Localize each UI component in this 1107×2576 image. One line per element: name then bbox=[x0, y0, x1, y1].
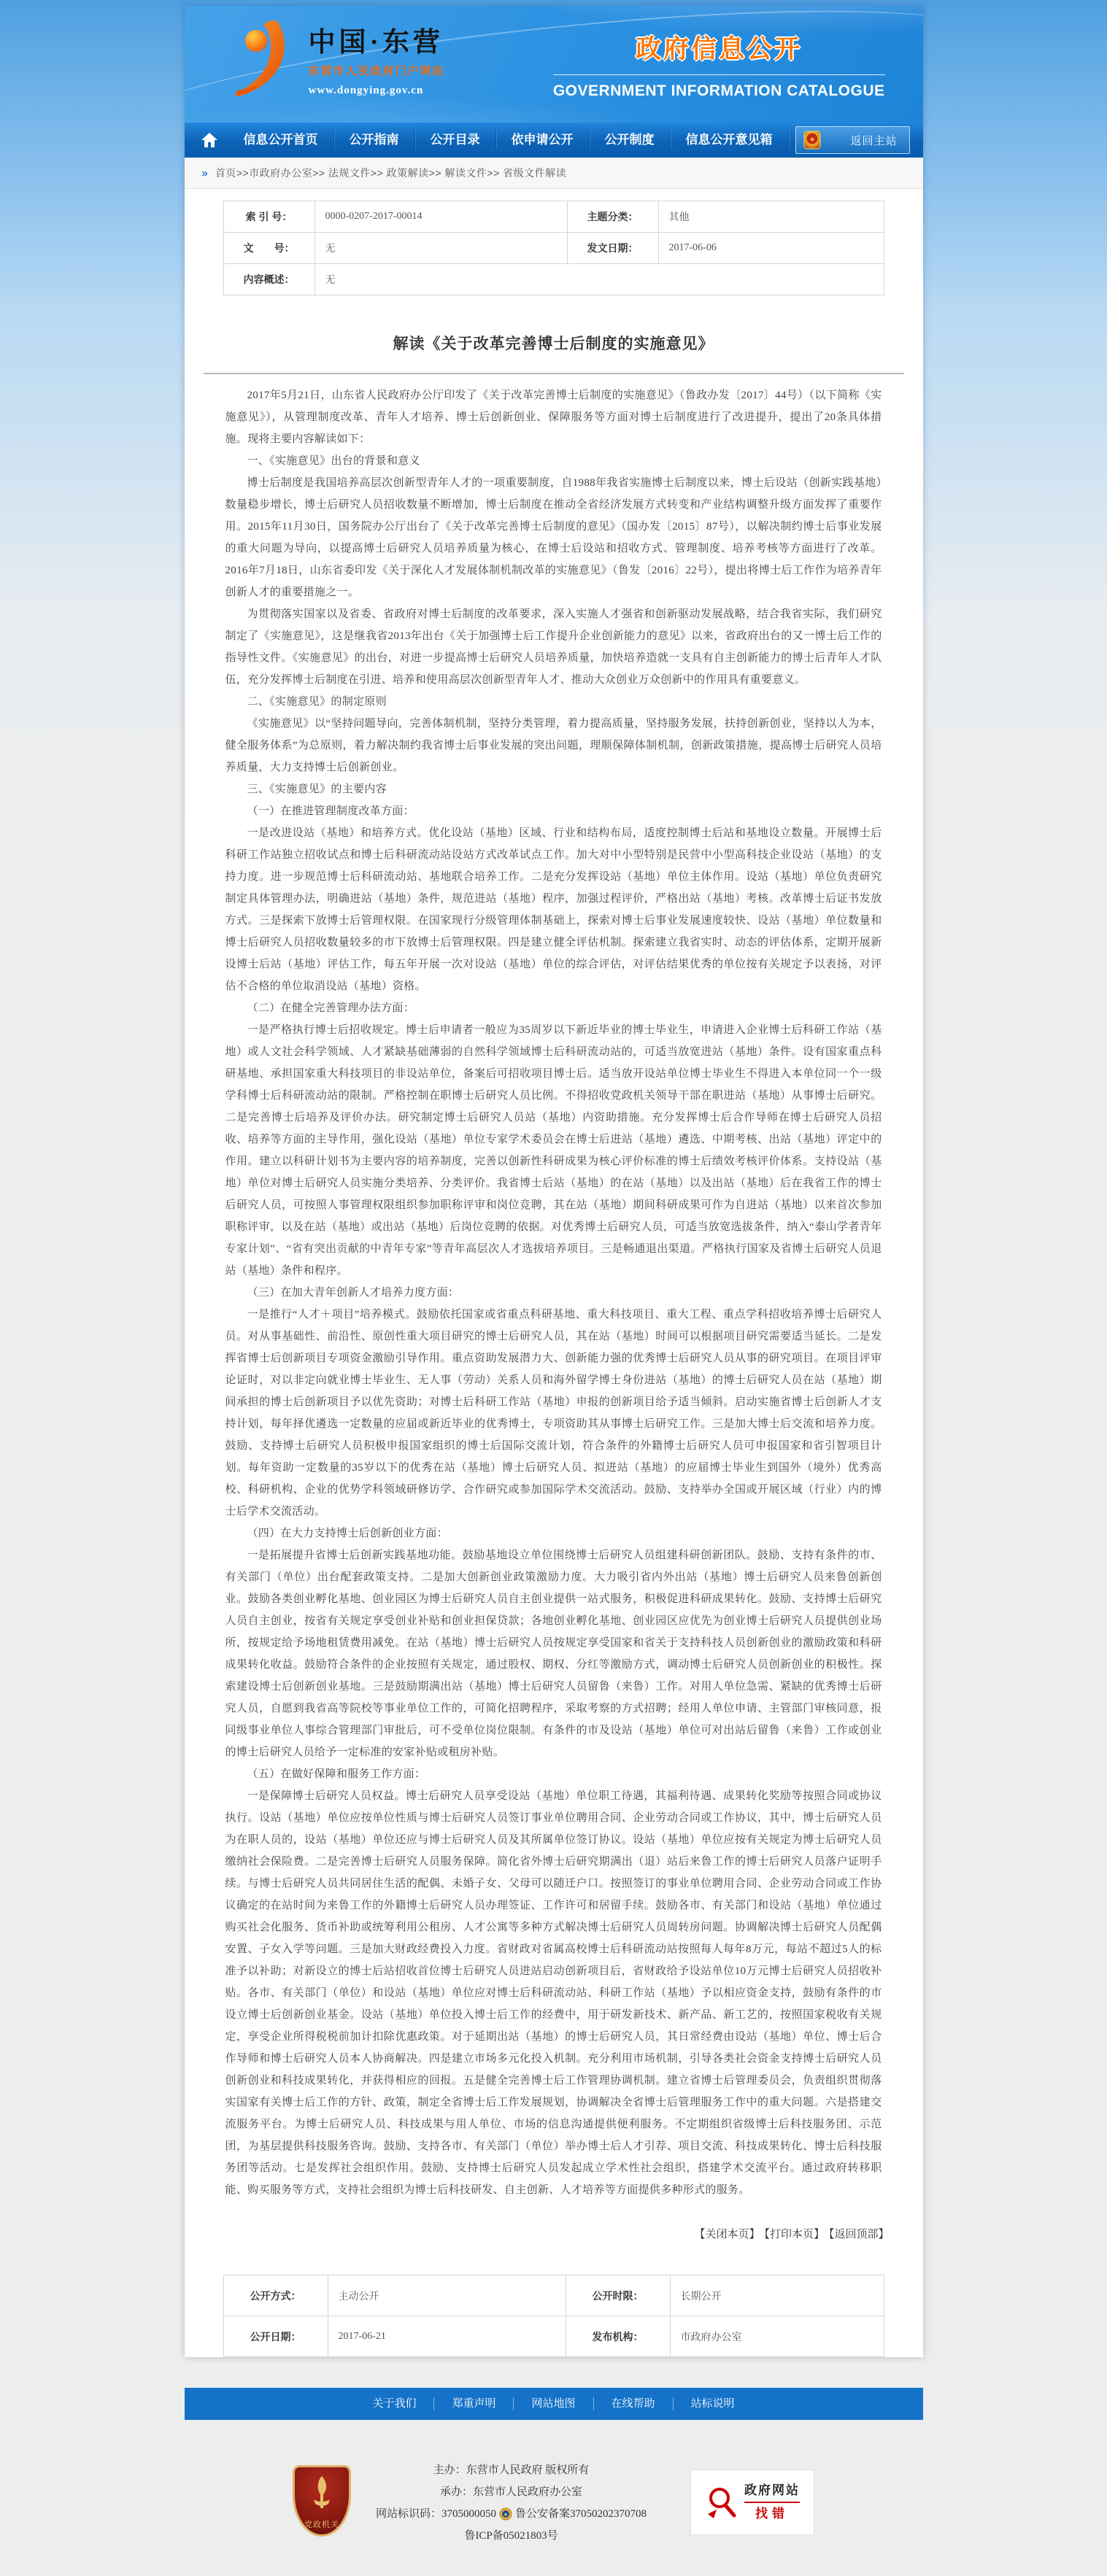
back-button-label: 返回主站 bbox=[850, 134, 898, 147]
breadcrumb-arrow-icon: » bbox=[201, 166, 208, 179]
article-body bbox=[185, 374, 923, 2205]
footer-info bbox=[376, 2459, 647, 2547]
pub-date-label: 公开日期： bbox=[223, 2316, 328, 2357]
error-widget-action: 找错 bbox=[755, 2507, 790, 2521]
pub-date-value: 2017-06-21 bbox=[328, 2316, 566, 2357]
summary-label: 内容概述： bbox=[223, 264, 315, 295]
site-subtitle: 东营市人民政府门户网站 bbox=[308, 65, 445, 77]
article-paragraph: 博士后制度是我国培养高层次创新型青年人才的一项重要制度，自1988年我省实施博士后制度以来，博士后设站（创新实践基地）数量稳步增长，博士后研究人员招收数量不断增加，博士后制度在推动全省经济发展方式转变和产业结构调整升级方面发挥了重要作用。2015年11月30日，国务院办公厅出台了《关于改革完善博士后制度的意见》（国办发〔2015〕87号），以解决制约博士后事业发展的重大问题为导向，以提高博士后研究人员培养质量为核心，在博士后设站和招收方式、管理制度、培养考核等方面进行了改革。2016年7月18日，山东省委印发《关于深化人才发展体制机制改革的实施意见》（鲁发〔2016〕22号），提出将博士后工作作为培养青年创新人才的重要措施之一。 bbox=[225, 477, 882, 599]
article-paragraph: （二）在健全完善管理办法方面： bbox=[247, 1002, 415, 1015]
nav-item[interactable]: 依申请公开 bbox=[496, 131, 590, 150]
svg-text:★: ★ bbox=[503, 2512, 509, 2518]
article-paragraph: 一是保障博士后研究人员权益。博士后研究人员享受设站（基地）单位职工待遇，其福利待遇、成果转化奖励等按照合同或协议执行。设站（基地）单位应按单位性质与博士后研究人员签订事业单位聘用合同、企业劳动合同或工作协议，其中，博士后研究人员为在职人员的，设站（基地）单位还应与博士后研究人员及其所属单位签订协议。设站（基地）单位应按有关规定为博士后研究人员缴纳社会保险费。二是完善博士后研究人员服务保障。简化省外博士后研究期满出（退）站后来鲁工作的博士后研究人员落户证明手续。与博士后研究人员共同居住生活的配偶、未婚子女、父母可以随迁户口。按照签订的事业单位聘用合同、企业劳动合同或工作协议确定的在站时间为来鲁工作的外籍博士后研究人员办理签证、工作许可和居留手续。鼓励各市、有关部门和设站（基地）单位通过购买社会化服务、货币补助或统筹利用公租房、人才公寓等多种方式解决博士后研究人员周转房问题。协调解决博士后研究人员配偶安置、子女入学等问题。三是加大财政经费投入力度。省财政对省属高校博士后科研流动站按照每人每年8万元，每站不超过5人的标准予以补助；对新设立的博士后站招收首位博士后研究人员进站启动创新项目后，省财政给予设站单位10万元博士后研究人员招收补贴。各市、有关部门（单位）和设站（基地）单位应对博士后科研流动站、科研工作站（基地）予以相应资金支持，鼓励有条件的市设立博士后创新创业基金。设站（基地）单位投入博士后工作的经费中，用于研发新技术、新产品、新工艺的，按照国家税收有关规定，享受企业所得税税前加计扣除优惠政策。对于延期出站（基地）的博士后研究人员，其日常经费由设站（基地）单位、博士后合作导师和博士后研究人员本人协商解决。四是建立市场多元化投入机制。充分利用市场机制，引导各类社会资金支持博士后研究人员创新创业和科技成果转化，并获得相应的回报。五是健全完善博士后工作管理协调机制。建立省博士后管理委员会，负责组织贯彻落实国家有关博士后工作的方针、政策，制定全省博士后工作发展规划，协调解决全省博士后管理服务工作中的重大问题。六是搭建交流服务平台。为博士后研究人员、科技成果与用人单位、市场的信息沟通提供便利服务。不定期组织省级博士后科技服务团、示范团，为基层提供科技服务咨询。鼓励、支持各市、有关部门（单位）举办博士后人才引荐、项目交流、科技成果转化、博士后科技服务团等活动。七是发挥社会组织作用。鼓励、支持博士后研究人员发起成立学术性社会组织，搭建学术交流平台。通过政府转移职能、购买服务等方式，支持社会组织为博士后科技研发、自主创新、人才培养等方面提供多种形式的服务。 bbox=[225, 1790, 882, 2197]
nav-item[interactable]: 公开目录 bbox=[415, 131, 496, 150]
article-paragraph: 为贯彻落实国家以及省委、省政府对博士后制度的改革要求，深入实施人才强省和创新驱动发展战略，结合我省实际，我们研究制定了《实施意见》，这是继我省2013年出台《关于加强博士后工作提升企业创新能力的意见》以来，省政府出台的又一博士后工作的指导性文件。《实施意见》的出台，对进一步提高博士后研究人员培养质量，加快培养造就一支具有自主创新能力的博士后青年人才队伍，充分发挥博士后制度在引进、培养和使用高层次创新型青年人才、推动大众创业万众创新中的作用具有重要意义。 bbox=[225, 608, 882, 686]
article-paragraph: 一是改进设站（基地）和培养方式。优化设站（基地）区域、行业和结构布局，适度控制博士后站和基地设立数量。开展博士后科研工作站独立招收试点和博士后科研流动站设站方式改革试点工作。加大对中小型特别是民营中小型高科技企业设站（基地）的支持力度。进一步规范博士后科研流动站、基地联合培养工作。二是充分发挥设站（基地）单位主体作用。设站（基地）单位负责研究制定具体管理办法，明确进站（基地）条件，规范进站（基地）程序，加强过程评价，严格出站（基地）考核。改革博士后证书发放方式。三是探索下放博士后管理权限。在国家现行分级管理体制基础上，探索对博士后事业发展速度较快、设站（基地）单位数量和博士后研究人员招收数量较多的市下放博士后管理权限。四是建立健全评估机制。探索建立我省实时、动态的评估体系，定期开展新设博士后站（基地）评估工作，每五年开展一次对设站（基地）单位的综合评估，对评估结果优秀的单位按有关规定予以表扬，对评估不合格的单位取消设站（基地）资格。 bbox=[225, 827, 882, 993]
table-row bbox=[223, 201, 884, 233]
main-navbar bbox=[185, 123, 923, 158]
index-number-value: 0000-0207-2017-00014 bbox=[315, 201, 567, 233]
dongying-logo-icon bbox=[231, 18, 298, 107]
site-title: 中国·东营 bbox=[308, 28, 444, 58]
nav-item[interactable]: 信息公开意见箱 bbox=[671, 131, 789, 150]
nav-item[interactable]: 公开制度 bbox=[590, 131, 671, 150]
article-paragraph: 二、《实施意见》的制定原则 bbox=[247, 696, 387, 708]
article-action-link[interactable]: 【返回顶部】 bbox=[828, 2229, 890, 2241]
issue-date-label: 发文日期： bbox=[567, 233, 658, 264]
footer-nav-item[interactable]: 网站地图 bbox=[513, 2397, 593, 2410]
footer-icp-line[interactable]: 鲁ICP备05021803号 bbox=[464, 2530, 558, 2542]
site-url: www.dongying.gov.cn bbox=[308, 85, 424, 96]
article-paragraph: （四）在大力支持博士后创新创业方面： bbox=[247, 1528, 448, 1540]
table-row bbox=[223, 264, 884, 295]
index-number-label: 索 引 号： bbox=[223, 201, 315, 233]
footer-nav-item[interactable]: 在线帮助 bbox=[593, 2397, 673, 2410]
topic-category-label: 主题分类： bbox=[567, 201, 658, 233]
article-paragraph: 一是推行“人才＋项目”培养模式。鼓励依托国家或省重点科研基地、重大科技项目、重大工程、重点学科招收培养博士后研究人员。对从事基础性、前沿性、原创性重大项目研究的博士后研究人员，其在站（基地）时间可以根据项目研究需要适当延长。二是发挥省博士后创新项目专项资金激励引导作用。重点资助发展潜力大、创新能力强的优秀博士后研究人员从事的研究项目。在项目评审论证时，对以非定向就业博士毕业生、无人事（劳动）关系人员和海外留学博士身份进站（基地）的博士后研究人员在站（基地）期间承担的博士后创新项目予以优先资助；对博士后科研工作站（基地）申报的创新项目给予适当倾斜。启动实施省博士后创新人才支持计划，每年择优遴选一定数量的应届或新近毕业的优秀博士，专项资助其从事博士后研究工作。三是加大博士后交流和培养力度。鼓励、支持博士后研究人员积极申报国家组织的博士后国际交流计划，符合条件的外籍博士后研究人员可申报国家和省引智项目计划。每年资助一定数量的35岁以下的优秀在站（基地）博士后研究人员、拟进站（基地）的应届博士毕业生到国外（境外）优秀高校、科研机构、企业的优势学科领域研修访学、合作研究或参加国际学术交流活动。鼓励、支持举办全国或开展区域（行业）内的博士后学术交流活动。 bbox=[225, 1309, 882, 1518]
table-row bbox=[223, 233, 884, 264]
doc-number-value: 无 bbox=[315, 233, 567, 264]
pub-term-label: 公开时限： bbox=[566, 2275, 670, 2316]
article-paragraph: （三）在加大青年创新人才培养力度方面： bbox=[247, 1287, 460, 1299]
home-icon[interactable] bbox=[201, 131, 218, 149]
table-row bbox=[223, 2275, 884, 2316]
pub-org-label: 发布机构： bbox=[566, 2316, 670, 2357]
svg-text:★: ★ bbox=[809, 136, 816, 143]
table-row bbox=[223, 2316, 884, 2357]
police-badge-icon bbox=[499, 2507, 512, 2521]
nav-item[interactable]: 信息公开首页 bbox=[228, 131, 334, 150]
site-banner bbox=[185, 6, 923, 123]
footer-nav-item[interactable]: 郑重声明 bbox=[433, 2397, 513, 2410]
error-widget-divider bbox=[744, 2502, 800, 2503]
pub-method-value: 主动公开 bbox=[328, 2275, 566, 2316]
article-paragraph: 一是拓展提升省博士后创新实践基地功能。鼓励基地设立单位围绕博士后研究人员组建科研创新团队。鼓励、支持有条件的市、有关部门（单位）出台配套政策支持。二是加大创新创业政策激励力度。大力吸引省内外出站（基地）博士后研究人员来鲁创新创业。鼓励各类创业孵化基地、创业园区为博士后研究人员自主创业提供一站式服务，积极促进科研成果转化。鼓励、支持博士后研究人员自主创业，按省有关规定享受创业补贴和创业担保贷款；各地创业孵化基地、创业园区应优先为创业博士后研究人员提供创业场所，按规定给予场地租赁费用减免。在站（基地）博士后研究人员按规定享受国家和省关于支持科技人员创新创业的激励政策和科研成果转化收益。鼓励符合条件的企业按照有关规定，通过股权、期权、分红等激励方式，调动博士后研究人员创新创业的积极性。探索建设博士后创新创业基地。三是鼓励期满出站（基地）博士后研究人员留鲁（来鲁）工作。对用人单位急需、紧缺的优秀博士后研究人员，自愿到我省高等院校等事业单位工作的，可简化招聘程序，采取考察的方式招聘；经用人单位申请、主管部门审核同意，报同级事业单位人事综合管理部门审批后，可不受单位岗位限制。有条件的市及设站（基地）单位可对出站后留鲁（来鲁）工作或创业的博士后研究人员给予一定标准的安家补贴或租房补贴。 bbox=[225, 1550, 882, 1759]
national-emblem-icon bbox=[803, 131, 821, 150]
banner-subtitle-en: GOVERNMENT INFORMATION CATALOGUE bbox=[552, 82, 885, 99]
doc-number-label: 文 号： bbox=[223, 233, 315, 264]
issue-date-value: 2017-06-06 bbox=[658, 233, 884, 264]
article-paragraph: 《实施意见》以“坚持问题导向，完善体制机制，坚持分类管理，着力提高质量，坚持服务发展，扶持创新创业，坚持以人为本，健全服务体系”为总原则，着力解决制约我省博士后事业发展的突出问题，理顺保障体制机制，创新政策措施，提高博士后研究人员培养质量，大力支持博士后创新创业。 bbox=[225, 718, 882, 774]
page-title: 解读《关于改革完善博士后制度的实施意见》 bbox=[393, 335, 714, 353]
nav-items bbox=[228, 123, 789, 158]
banner-divider bbox=[553, 74, 885, 75]
pub-term-value: 长期公开 bbox=[670, 2275, 884, 2316]
error-widget-title: 政府网站 bbox=[744, 2483, 801, 2498]
footer-site-code: 网站标识码：3705000050 bbox=[375, 2508, 496, 2521]
summary-value: 无 bbox=[315, 264, 884, 295]
article-action-link[interactable]: 【打印本页】 bbox=[764, 2229, 825, 2241]
article-paragraph: （五）在做好保障和服务工作方面： bbox=[247, 1768, 426, 1781]
pub-org-value: 市政府办公室 bbox=[670, 2316, 884, 2357]
article-paragraph: 2017年5月21日，山东省人民政府办公厅印发了《关于改革完善博士后制度的实施意见》（鲁政办发〔2017〕44号）（以下简称《实施意见》），从管理制度改革、青年人才培养、博士后创新创业、保障服务等方面对博士后制度进行了改进提升，提出了20条具体措施。现将主要内容解读如下： bbox=[225, 390, 882, 446]
article-paragraph: （一）在推进管理制度改革方面： bbox=[247, 805, 415, 818]
magnifier-icon bbox=[705, 2485, 737, 2520]
breadcrumb-text[interactable]: 首页>>市政府办公室>> 法规文件>> 政策解读>> 解读文件>> 省级文件解读 bbox=[215, 167, 567, 179]
footer-security-record[interactable]: 鲁公安备案37050202370708 bbox=[515, 2508, 647, 2521]
footer-nav-item[interactable]: 关于我们 bbox=[372, 2397, 417, 2410]
badge-label: 党政机关 bbox=[304, 2521, 339, 2530]
pub-method-label: 公开方式： bbox=[223, 2275, 328, 2316]
article-paragraph: 一、《实施意见》出台的背景和意义 bbox=[247, 455, 420, 468]
gov-site-error-report-widget[interactable] bbox=[690, 2469, 814, 2535]
article-actions bbox=[185, 2205, 923, 2241]
back-to-main-site-button[interactable] bbox=[795, 126, 909, 154]
footer-organizer-line: 承办：东营市人民政府办公室 bbox=[439, 2486, 582, 2499]
article-paragraph: 三、《实施意见》的主要内容 bbox=[247, 784, 387, 796]
banner-title: 政府信息公开 bbox=[636, 35, 803, 63]
breadcrumb bbox=[185, 158, 923, 189]
footer-host-line: 主办：东营市人民政府 版权所有 bbox=[433, 2464, 590, 2477]
topic-category-value: 其他 bbox=[658, 201, 884, 233]
content-column bbox=[185, 6, 923, 2357]
badge-emblem-icon bbox=[309, 2475, 334, 2511]
site-logo[interactable] bbox=[231, 18, 445, 107]
footer-nav-item[interactable]: 站标说明 bbox=[673, 2397, 752, 2410]
nav-item[interactable]: 公开指南 bbox=[334, 131, 415, 150]
article-action-link[interactable]: 【关闭本页】 bbox=[694, 2229, 760, 2241]
publication-info-table bbox=[223, 2275, 884, 2357]
article-paragraph: 一是严格执行博士后招收规定。博士后申请者一般应为35周岁以下新近毕业的博士毕业生，申请进入企业博士后科研工作站（基地）或人文社会科学领域、人才紧缺基础薄弱的自然科学领域博士后科研流动站的，可适当放宽进站（基地）条件。设有国家重点科研基地、承担国家重大科技项目的非设站单位，备案后可招收项目博士后。适当放开设站单位博士毕业生不得进入本单位同一个一级学科博士后科研流动站的限制。严格控制在职博士后研究人员比例。不得招收党政机关领导干部在职进站（基地）从事博士后研究。二是完善博士后培养及评价办法。研究制定博士后研究人员站（基地）内资助措施。充分发挥博士后合作导师在博士后研究人员招收、培养等方面的主导作用，强化设站（基地）单位专家学术委员会在博士后进站（基地）遴选、中期考核、出站（基地）评定中的作用。建立以科研计划书为主要内容的培养制度，完善以创新性科研成果为核心评价标准的博士后绩效考核评价体系。支持设站（基地）单位对博士后研究人员实施分类培养、分类评价。我省博士后站（基地）的在站（基地）以及出站（基地）后在我省工作的博士后研究人员，可按照人事管理权限组织参加职称评审和岗位竞聘，其在站（基地）期间科研成果可作为自进站（基地）以来首次参加职称评审，以及在站（基地）或出站（基地）后岗位竞聘的依据。对优秀博士后研究人员，可适当放宽选拔条件，纳入“泰山学者青年专家计划”、“省有突出贡献的中青年专家”等青年高层次人才选拔培养项目。三是畅通退出渠道。严格执行国家及省博士后研究人员退站（基地）条件和程序。 bbox=[225, 1024, 882, 1277]
document-meta-table bbox=[223, 201, 884, 295]
footer-navbar bbox=[185, 2388, 923, 2420]
footer bbox=[185, 2420, 923, 2576]
party-government-badge bbox=[293, 2465, 351, 2537]
